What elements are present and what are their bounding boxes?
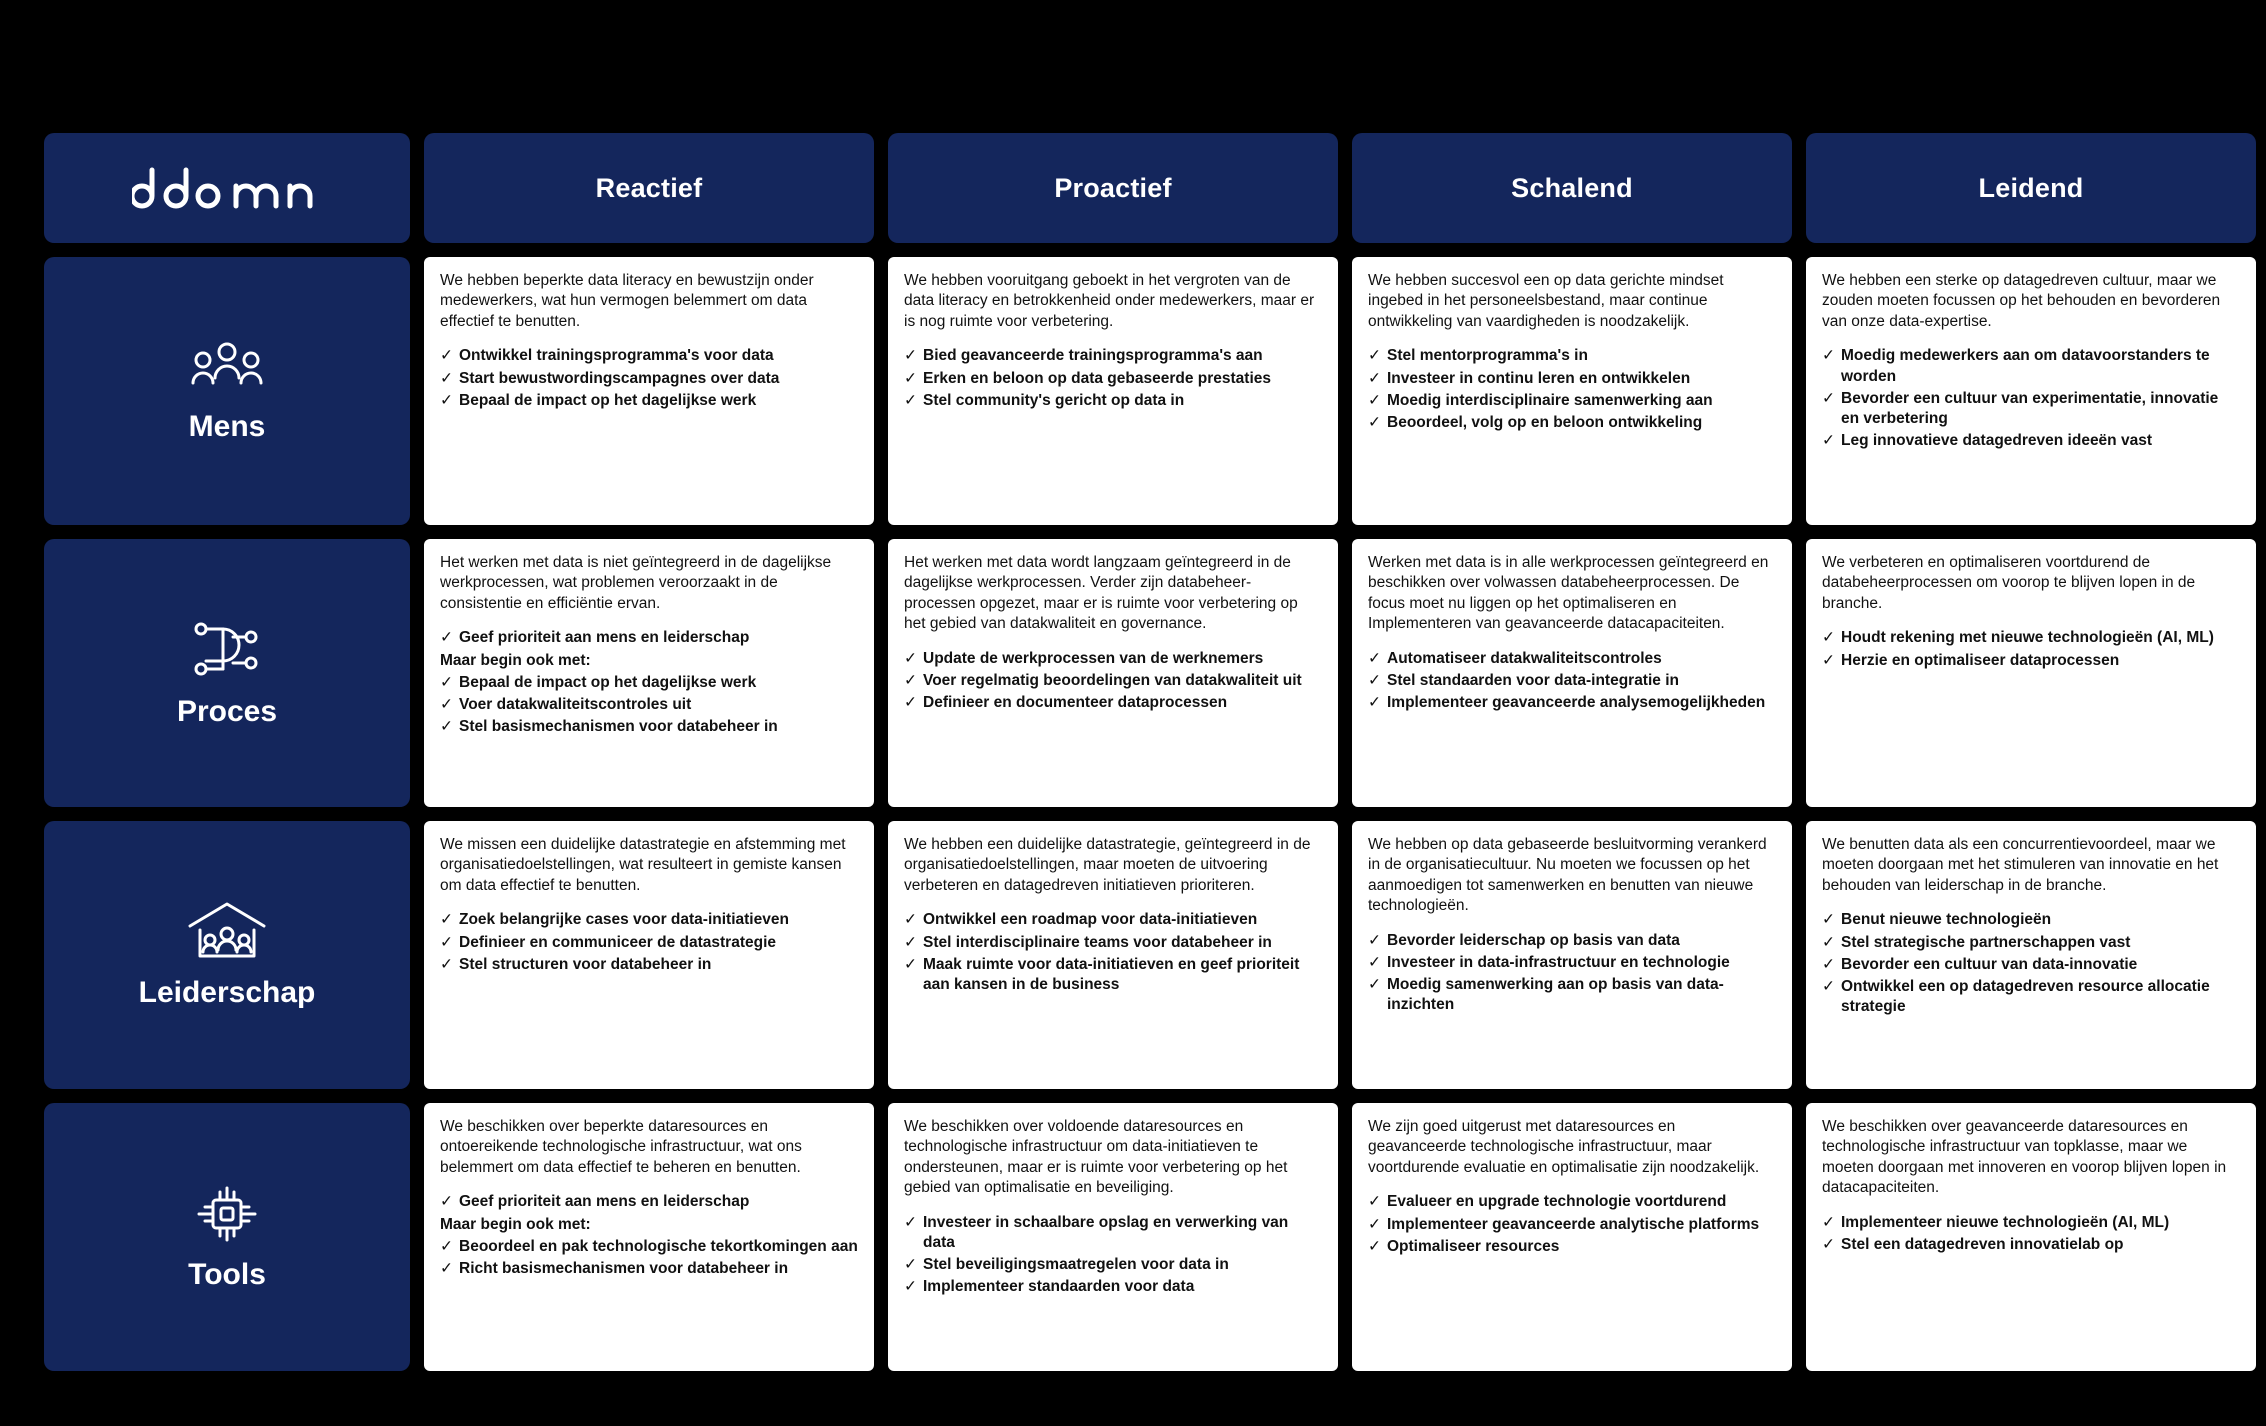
column-header-reactief: Reactief xyxy=(424,133,874,243)
list-item: ✓ Stel basismechanismen voor databeheer in xyxy=(440,717,858,737)
list-item: ✓ Stel mentorprogramma's in xyxy=(1368,346,1776,366)
cell-description: We missen een duidelijke datastrategie en afstemming met organisatiedoelstellingen, wat resulteert in gemiste kansen om data effectief te benutten. xyxy=(440,836,846,894)
cell-tools-reactief xyxy=(424,1103,874,1371)
list-item: ✓ Ontwikkel trainingsprogramma's voor data xyxy=(440,346,858,366)
cell-actions xyxy=(440,628,858,648)
cell-mens-reactief xyxy=(424,257,874,525)
list-item: ✓ Bepaal de impact op het dagelijkse werk xyxy=(440,673,858,693)
cell-actions xyxy=(440,910,858,974)
list-item: ✓ Houdt rekening met nieuwe technologieën (AI, ML) xyxy=(1822,628,2240,648)
list-item: ✓ Maak ruimte voor data-initiatieven en geef prioriteit aan kansen in de business xyxy=(904,955,1322,995)
cell-description: We hebben succesvol een op data gerichte mindset ingebed in het personeelsbestand, maar continue ontwikkeling van vaardigheden is noodzakelijk. xyxy=(1368,272,1724,330)
cell-actions xyxy=(904,346,1322,410)
list-item: ✓ Evalueer en upgrade technologie voortdurend xyxy=(1368,1192,1776,1212)
chip-gear-icon xyxy=(194,1182,260,1244)
people-icon xyxy=(189,338,265,396)
list-item: ✓ Definieer en documenteer dataprocessen xyxy=(904,693,1322,713)
list-item: ✓ Bevorder een cultuur van experimentatie, innovatie en verbetering xyxy=(1822,389,2240,429)
cell-actions xyxy=(1368,346,1776,433)
list-item: ✓ Optimaliseer resources xyxy=(1368,1237,1776,1257)
list-item: ✓ Erken en beloon op data gebaseerde prestaties xyxy=(904,369,1322,389)
cell-leiderschap-schalend xyxy=(1352,821,1792,1089)
cell-description: We beschikken over geavanceerde dataresources en technologische infrastructuur van topklasse, maar we moeten doorgaan met innoveren en voorop blijven lopen in datacapaciteiten. xyxy=(1822,1118,2227,1197)
list-item: ✓ Moedig samenwerking aan op basis van data-inzichten xyxy=(1368,975,1776,1015)
column-header-proactief: Proactief xyxy=(888,133,1338,243)
cell-actions xyxy=(904,649,1322,713)
cell-description: Het werken met data wordt langzaam geïntegreerd in de dagelijkse werkprocessen. Verder zijn databeheer-processen opgezet, maar er is ruimte voor verbetering op het gebied van datakwaliteit en governance. xyxy=(904,554,1298,633)
cell-proces-leidend xyxy=(1806,539,2256,807)
cell-actions xyxy=(1822,628,2240,670)
list-item: ✓ Stel structuren voor databeheer in xyxy=(440,955,858,975)
list-item: ✓ Implementeer standaarden voor data xyxy=(904,1277,1322,1297)
cell-actions xyxy=(904,910,1322,995)
list-item: ✓ Voer datakwaliteitscontroles uit xyxy=(440,695,858,715)
list-item: ✓ Geef prioriteit aan mens en leiderschap xyxy=(440,1192,858,1212)
cell-tools-leidend xyxy=(1806,1103,2256,1371)
cell-proces-reactief xyxy=(424,539,874,807)
list-item: ✓ Stel community's gericht op data in xyxy=(904,391,1322,411)
cell-actions xyxy=(1368,649,1776,713)
process-flow-icon xyxy=(189,617,265,681)
list-item: ✓ Geef prioriteit aan mens en leiderschap xyxy=(440,628,858,648)
cell-description: We hebben een sterke op datagedreven cultuur, maar we zouden moeten focussen op het behouden en bevorderen van onze data-expertise. xyxy=(1822,272,2221,330)
list-item: ✓ Moedig medewerkers aan om datavoorstanders te worden xyxy=(1822,346,2240,386)
cell-tools-proactief xyxy=(888,1103,1338,1371)
cell-proces-proactief xyxy=(888,539,1338,807)
cell-actions xyxy=(440,346,858,410)
cell-actions xyxy=(1368,931,1776,1016)
dobm-logo-icon xyxy=(132,160,322,216)
cell-mens-schalend xyxy=(1352,257,1792,525)
cell-midnote: Maar begin ook met: xyxy=(440,1215,591,1233)
row-label-leiderschap: Leiderschap xyxy=(138,976,316,1009)
list-item: ✓ Benut nieuwe technologieën xyxy=(1822,910,2240,930)
list-item: ✓ Investeer in data-infrastructuur en technologie xyxy=(1368,953,1776,973)
list-item: ✓ Bevorder een cultuur van data-innovatie xyxy=(1822,955,2240,975)
cell-mens-leidend xyxy=(1806,257,2256,525)
list-item: ✓ Stel beveiligingsmaatregelen voor data in xyxy=(904,1255,1322,1275)
cell-description: We benutten data als een concurrentievoordeel, maar we moeten doorgaan met het stimuleren van innovatie en het behouden van leiderschap in de branche. xyxy=(1822,836,2219,894)
list-item: ✓ Update de werkprocessen van de werknemers xyxy=(904,649,1322,669)
list-item: ✓ Implementeer geavanceerde analytische platforms xyxy=(1368,1215,1776,1235)
cell-actions xyxy=(1822,346,2240,451)
row-header-tools xyxy=(44,1103,410,1371)
list-item: ✓ Stel interdisciplinaire teams voor databeheer in xyxy=(904,933,1322,953)
list-item: ✓ Beoordeel, volg op en beloon ontwikkeling xyxy=(1368,413,1776,433)
cell-description: We beschikken over beperkte dataresources en ontoereikende technologische infrastructuur, wat ons belemmert om data effectief te beheren en benutten. xyxy=(440,1118,802,1176)
cell-tools-schalend xyxy=(1352,1103,1792,1371)
row-label-tools: Tools xyxy=(188,1258,266,1291)
list-item: ✓ Richt basismechanismen voor databeheer in xyxy=(440,1259,858,1279)
list-item: ✓ Leg innovatieve datagedreven ideeën vast xyxy=(1822,431,2240,451)
list-item: ✓ Beoordeel en pak technologische tekortkomingen aan xyxy=(440,1237,858,1257)
cell-midnote: Maar begin ook met: xyxy=(440,651,591,669)
list-item: ✓ Bevorder leiderschap op basis van data xyxy=(1368,931,1776,951)
list-item: ✓ Investeer in continu leren en ontwikkelen xyxy=(1368,369,1776,389)
cell-description: Het werken met data is niet geïntegreerd in de dagelijkse werkprocessen, wat problemen veroorzaakt in de consistentie en efficiëntie ervan. xyxy=(440,554,832,612)
cell-mens-proactief xyxy=(888,257,1338,525)
cell-description: We hebben op data gebaseerde besluitvorming verankerd in de organisatiecultuur. Nu moeten we focussen op het aanmoedigen tot samenwerken en benutten van nieuwe technologieën. xyxy=(1368,836,1767,915)
row-header-leiderschap xyxy=(44,821,410,1089)
column-header-leidend: Leidend xyxy=(1806,133,2256,243)
list-item: ✓ Stel strategische partnerschappen vast xyxy=(1822,933,2240,953)
list-item: ✓ Bied geavanceerde trainingsprogramma's aan xyxy=(904,346,1322,366)
cell-description: We verbeteren en optimaliseren voortdurend de databeheerprocessen om voorop te blijven lopen in de branche. xyxy=(1822,554,2196,612)
list-item: ✓ Ontwikkel een op datagedreven resource allocatie strategie xyxy=(1822,977,2240,1017)
list-item: ✓ Stel standaarden voor data-integratie in xyxy=(1368,671,1776,691)
cell-leiderschap-reactief xyxy=(424,821,874,1089)
list-item: ✓ Implementeer nieuwe technologieën (AI, ML) xyxy=(1822,1213,2240,1233)
cell-leiderschap-leidend xyxy=(1806,821,2256,1089)
cell-actions xyxy=(1822,910,2240,1017)
column-header-schalend: Schalend xyxy=(1352,133,1792,243)
list-item: ✓ Definieer en communiceer de datastrategie xyxy=(440,933,858,953)
cell-actions xyxy=(440,1192,858,1212)
cell-actions xyxy=(1822,1213,2240,1255)
row-header-proces xyxy=(44,539,410,807)
list-item: ✓ Herzie en optimaliseer dataprocessen xyxy=(1822,651,2240,671)
list-item: ✓ Investeer in schaalbare opslag en verwerking van data xyxy=(904,1213,1322,1253)
cell-actions xyxy=(1368,1192,1776,1256)
cell-description: We hebben beperkte data literacy en bewustzijn onder medewerkers, wat hun vermogen belemmert om data effectief te benutten. xyxy=(440,272,814,330)
cell-description: We zijn goed uitgerust met dataresources en geavanceerde technologische infrastructuur, maar voortdurende evaluatie en optimalisatie zijn noodzakelijk. xyxy=(1368,1118,1760,1176)
cell-description: We hebben vooruitgang geboekt in het vergroten van de data literacy en betrokkenheid onder medewerkers, maar er is nog ruimte voor verbetering. xyxy=(904,272,1315,330)
maturity-matrix xyxy=(44,133,2227,1371)
cell-description: Werken met data is in alle werkprocessen geïntegreerd en beschikken over volwassen databeheerprocessen. De focus moet nu liggen op het optimaliseren en Implementeren van geavanceerde datacapaciteiten. xyxy=(1368,554,1769,633)
list-item: ✓ Automatiseer datakwaliteitscontroles xyxy=(1368,649,1776,669)
list-item: ✓ Ontwikkel een roadmap voor data-initiatieven xyxy=(904,910,1322,930)
cell-leiderschap-proactief xyxy=(888,821,1338,1089)
house-people-icon xyxy=(184,900,270,962)
cell-actions-secondary xyxy=(440,673,858,737)
list-item: ✓ Moedig interdisciplinaire samenwerking aan xyxy=(1368,391,1776,411)
list-item: ✓ Zoek belangrijke cases voor data-initiatieven xyxy=(440,910,858,930)
cell-proces-schalend xyxy=(1352,539,1792,807)
dobm-logo xyxy=(44,133,410,243)
row-label-proces: Proces xyxy=(176,695,278,728)
cell-actions-secondary xyxy=(440,1237,858,1279)
list-item: ✓ Implementeer geavanceerde analysemogelijkheden xyxy=(1368,693,1776,713)
list-item: ✓ Stel een datagedreven innovatielab op xyxy=(1822,1235,2240,1255)
row-label-mens: Mens xyxy=(188,410,266,443)
cell-description: We beschikken over voldoende dataresources en technologische infrastructuur om data-initiatieven te ondersteunen, maar er is ruimte voor verbetering op het gebied van optimalisatie en beveiliging. xyxy=(904,1118,1288,1197)
list-item: ✓ Voer regelmatig beoordelingen van datakwaliteit uit xyxy=(904,671,1322,691)
row-header-mens xyxy=(44,257,410,525)
cell-actions xyxy=(904,1213,1322,1298)
list-item: ✓ Start bewustwordingscampagnes over data xyxy=(440,369,858,389)
cell-description: We hebben een duidelijke datastrategie, geïntegreerd in de organisatiedoelstellingen, maar moeten de uitvoering verbeteren en datagedreven initiatieven prioriteren. xyxy=(904,836,1311,894)
list-item: ✓ Bepaal de impact op het dagelijkse werk xyxy=(440,391,858,411)
